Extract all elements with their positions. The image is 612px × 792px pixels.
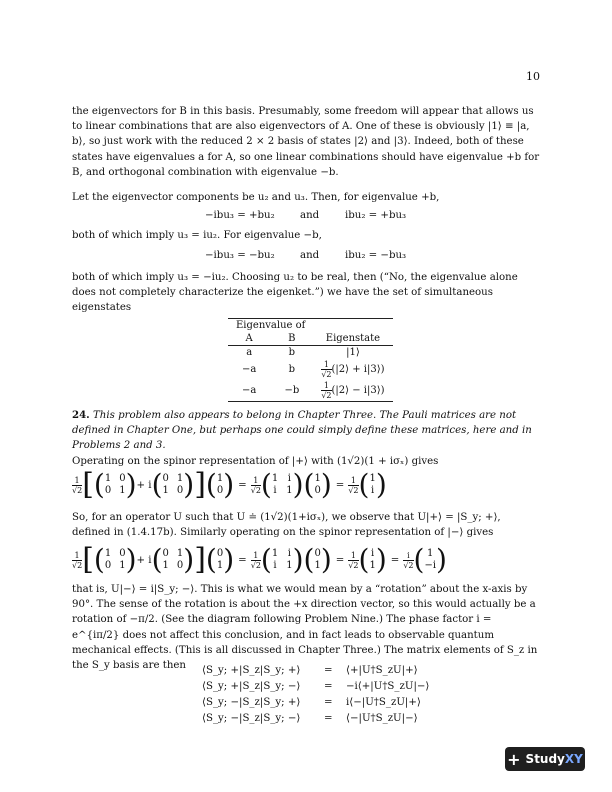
paragraph-4-block [72,270,540,316]
page-number: 10 [526,70,540,83]
eq2-and: and [300,250,320,261]
studyxy-logo[interactable]: + StudyXY [505,747,585,771]
result-spinor: ( 1 i ) [358,468,387,501]
table-cell: −a [228,380,270,402]
matrix-element-eq: = [324,681,333,692]
plus-i: + i [136,479,152,491]
eq1-right: ibu₂ = +bu₃ [345,210,407,221]
matrix-element-lhs: ⟨S_y; −|S_z|S_y; −⟩ [202,713,301,724]
problem-number: 24. [72,409,90,421]
spinor-plus: ( 1 0 ) [303,468,332,501]
plus-icon: + [507,749,521,769]
spinor-plus: ( 1 0 ) [205,468,235,501]
paragraph-6-block [72,582,540,673]
problem-24-statement [72,408,540,454]
matrix-element-rhs: ⟨−|U†S_zU|−⟩ [346,713,418,724]
fraction: $\frac{1}{√2}$ [72,475,83,495]
matrix-element-rhs: i⟨−|U†S_zU|+⟩ [346,697,421,708]
eq1-and: and [300,210,320,221]
table-header-state: Eigenstate [325,333,381,344]
matrix-element-eq: = [324,697,333,708]
paragraph-1: the eigenvectors for B in this basis. Presumably, some freedom will appear that allows us to linear combinations that are also eigenvectors of A. One of these is obviously |1⟩ ≡ |a, b⟩, so just work with the reduced 2 × 2 basis of states |2⟩ and |3⟩. Indeed, both of these states have eigenvalues a for A, so one linear combinations should have eigenvalue +b for B, and orthogonal combination with eigenvalue −b. [72,106,540,178]
u-matrix: ( 1 i i 1 ) [260,468,304,501]
eq2-left: −ibu₃ = −bu₂ [205,250,275,261]
fraction: $\frac{1}{√2}$ [321,381,332,400]
bracket-close: ] [194,467,206,502]
paragraph-3: both of which imply u₃ = iu₂. For eigenvalue −b, [72,230,322,241]
paragraph-2: Let the eigenvector components be u₂ and u₃. Then, for eigenvalue +b, [72,192,440,203]
table-cell: −a [242,364,257,375]
paragraph-4: both of which imply u₃ = −iu₂. Choosing u₂ to be real, then (“No, the eigenvalue alone does not completely characterize the eigenket.”) we have the set of simultaneous eigenstates [72,272,518,314]
matrix-equation-minus: $\frac{1}{√2}$ [ ( 1 0 0 1 ) + i ( 0 1 1 0 ) ] ( 0 1 ) = $\frac{1}{√2}$ ( 1 i i 1 ) ( 0 1 ) = $\frac{1}{√2}$ ( i 1 ) = $\frac{i}{√2}$ ( 1 −i ) [72,542,447,577]
sigma-x-matrix: ( 0 1 1 0 ) [151,543,195,576]
table-cell: b [288,364,296,375]
problem-24-line: Operating on the spinor representation of |+⟩ with (1√2)(1 + iσₓ) gives [72,455,439,467]
identity-matrix: ( 1 0 0 1 ) [93,543,137,576]
fraction: $\frac{1}{√2}$ [348,550,359,570]
u-matrix: ( 1 i i 1 ) [260,543,304,576]
problem-24-italic: This problem also appears to belong in Chapter Three. The Pauli matrices are not defined in Chapter One, but perhaps one could simply define these matrices, here and in Problems 2 and 3. [72,410,532,452]
paragraph-5: So, for an operator U such that U ≐ (1√2)(1+iσₓ), we observe that U|+⟩ = |S_y; +⟩, defined in (1.4.17b). Similarly operating on the spinor representation of |−⟩ gives [72,512,501,539]
matrix-element-lhs: ⟨S_y; −|S_z|S_y; +⟩ [202,697,301,708]
table-cell: |1⟩ [313,346,392,360]
matrix-element-eq: = [324,713,333,724]
fraction: $\frac{1}{√2}$ [321,360,332,379]
problem-24-block [72,408,540,469]
matrix-equation-plus: $\frac{1}{√2}$ [ ( 1 0 0 1 ) + i ( 0 1 1 0 ) ] ( 1 0 ) = $\frac{1}{√2}$ ( 1 i i 1 ) ( 1 0 ) = $\frac{1}{√2}$ ( 1 i ) [72,467,387,502]
identity-matrix: ( 1 0 0 1 ) [93,468,137,501]
matrix-element-eq: = [324,665,333,676]
bracket-open: [ [82,467,94,502]
eq2-right: ibu₂ = −bu₃ [345,250,407,261]
fraction: $\frac{1}{√2}$ [250,550,261,570]
table-header-b: B [288,333,296,344]
intermediate-spinor: ( i 1 ) [358,543,387,576]
spinor-minus: ( 0 1 ) [303,543,332,576]
table-header-a: A [245,333,253,344]
matrix-element-lhs: ⟨S_y; +|S_z|S_y; −⟩ [202,681,301,692]
sigma-x-matrix: ( 0 1 1 0 ) [151,468,195,501]
spinor-minus: ( 0 1 ) [205,543,235,576]
table-cell-state: $\frac{1}{√2}$ (|2⟩ − i|3⟩) [313,380,392,402]
table-header-group: Eigenvalue of [228,319,313,333]
matrix-element-lhs: ⟨S_y; +|S_z|S_y; +⟩ [202,665,301,676]
eigenstate-table [228,318,393,402]
fraction: $\frac{1}{√2}$ [72,550,83,570]
fraction: $\frac{1}{√2}$ [250,475,261,495]
table-cell: −b [270,380,313,402]
result-spinor: ( 1 −i ) [413,543,447,576]
matrix-element-rhs: ⟨+|U†S_zU|+⟩ [346,665,418,676]
eq1-left: −ibu₃ = +bu₂ [205,210,275,221]
matrix-element-rhs: −i⟨+|U†S_zU|−⟩ [346,681,430,692]
paragraph-2-block [72,190,540,205]
fraction: $\frac{i}{√2}$ [403,550,414,570]
fraction: $\frac{1}{√2}$ [348,475,359,495]
table-cell: b [270,346,313,360]
paragraph-3-block [72,228,540,243]
paragraph-intro [72,104,540,180]
table-cell-state: $\frac{1}{√2}$ (|2⟩ + i|3⟩) [321,360,385,379]
paragraph-6: that is, U|−⟩ = i|S_y; −⟩. This is what we would mean by a “rotation” about the x-axis by 90°. The sense of the rotation is about the +x direction vector, so this would actually be a rotation of −π/2. (See the diagram following Problem Nine.) The phase factor i = e^{iπ/2} does not affect this conclusion, and in fact leads to observable quantum mechanical effects. (This is all discussed in Chapter Three.) The matrix elements of S_z in the S_y basis are then [72,584,538,672]
table-cell: a [228,346,270,360]
paragraph-5-block [72,510,540,540]
